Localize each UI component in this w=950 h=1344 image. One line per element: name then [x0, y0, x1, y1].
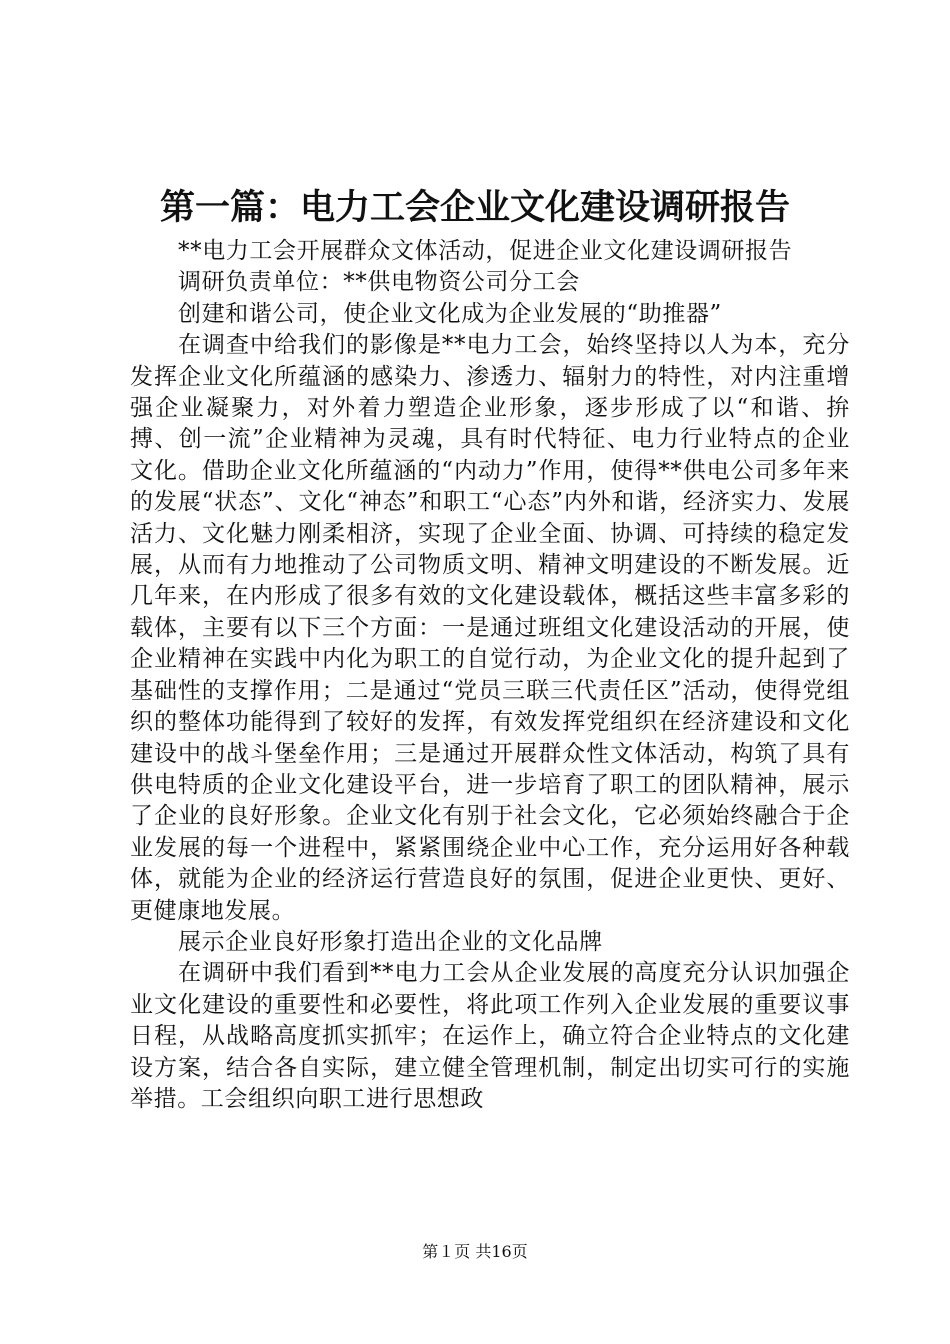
paragraph-section-heading: 创建和谐公司，使企业文化成为企业发展的“助推器” — [178, 300, 722, 327]
document-body — [130, 236, 850, 1115]
paragraph-body: 在调研中我们看到**电力工会从企业发展的高度充分认识加强企业文化建设的重要性和必要性，将此项工作列入企业发展的重要议事日程，从战略高度抓实抓牢；在运作上，确立符合企业特点的文化建设方案，结合各自实际，建立健全管理机制，制定出切实可行的实施举措。工会组织向职工进行思想政 — [130, 960, 850, 1112]
paragraph-responsible-unit: 调研负责单位：**供电物资公司分工会 — [178, 269, 580, 296]
document-title: 第一篇：电力工会企业文化建设调研报告 — [159, 188, 790, 228]
page-number-footer: 第１页 共16页 — [422, 1242, 528, 1261]
paragraph-body: 在调查中给我们的影像是**电力工会，始终坚持以人为本，充分发挥企业文化所蕴涵的感染力、渗透力、辐射力的特性，对内注重增强企业凝聚力，对外着力塑造企业形象，逐步形成了以“和谐、拚搏、创一流”企业精神为灵魂，具有时代特征、电力行业特点的企业文化。借助企业文化所蕴涵的“内动力”作用，使得**供电公司多年来的发展“状态”、文化“神态”和职工“心态”内外和谐，经济实力、发展活力、文化魅力刚柔相济，实现了企业全面、协调、可持续的稳定发展，从而有力地推动了公司物质文明、精神文明建设的不断发展。近几年来，在内形成了很多有效的文化建设载体，概括这些丰富多彩的载体，主要有以下三个方面：一是通过班组文化建设活动的开展，使企业精神在实践中内化为职工的自觉行动，为企业文化的提升起到了基础性的支撑作用；二是通过“党员三联三代责任区”活动，使得党组织的整体功能得到了较好的发挥，有效发挥党组织在经济建设和文化建设中的战斗堡垒作用；三是通过开展群众性文体活动，构筑了具有供电特质的企业文化建设平台，进一步培育了职工的团队精神，展示了企业的良好形象。企业文化有别于社会文化，它必须始终融合于企业发展的每一个进程中，紧紧围绕企业中心工作，充分运用好各种载体，就能为企业的经济运行营造良好的氛围，促进企业更快、更好、更健康地发展。 — [130, 332, 850, 924]
paragraph-section-heading: 展示企业良好形象打造出企业的文化品牌 — [178, 928, 603, 955]
paragraph-subtitle: **电力工会开展群众文体活动，促进企业文化建设调研报告 — [178, 238, 793, 264]
